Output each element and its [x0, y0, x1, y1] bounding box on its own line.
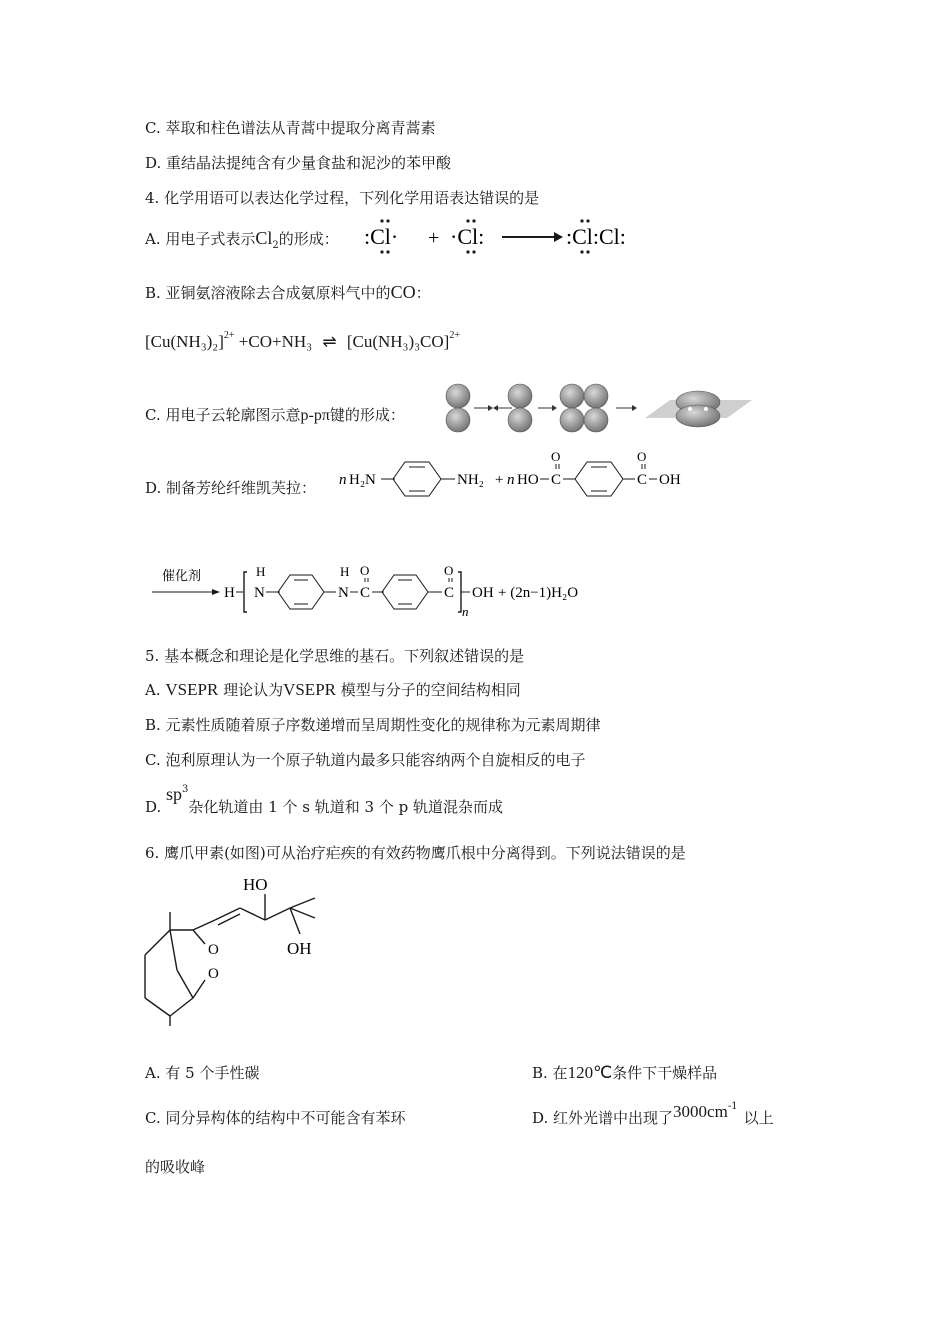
svg-text:n: n [507, 472, 515, 488]
q4-b-text: B. 亚铜氨溶液除去合成氨原料气中的 [145, 284, 391, 302]
q5-option-c: C. 泡利原理认为一个原子轨道内最多只能容纳两个自旋相反的电子 [145, 751, 586, 769]
q4-d-product [148, 560, 608, 618]
q4-b-formula: CO [390, 282, 416, 302]
svg-text:HO: HO [517, 472, 539, 488]
q6-structure-diagram [135, 868, 335, 1033]
q6-b-formula: 120℃ [567, 1063, 613, 1082]
svg-text:N: N [254, 585, 265, 601]
q4-b-equation [145, 332, 460, 352]
q6-label-o2: O [208, 966, 219, 982]
q4-option-d: D. 制备芳纶纤维凯芙拉： [145, 479, 317, 497]
q6-label-oh: OH [287, 939, 312, 958]
q4-a-eq-left2: ·Cl: [450, 224, 485, 249]
q6-b-suffix: 条件下干燥样品 [612, 1064, 718, 1082]
p-orbital-1 [446, 384, 470, 432]
q6-stem: 6. 鹰爪甲素(如图)可从治疗疟疾的有效药物鹰爪根中分离得到。下列说法错误的是 [145, 844, 686, 862]
q6-option-d [532, 1101, 774, 1131]
q4-c-formula: p-pπ [300, 407, 330, 424]
q4-d-n1: n [339, 472, 347, 488]
q4-b-eq-mid: +CO+NH₃ [238, 332, 313, 351]
q6-d-formula-sup: -1 [727, 1101, 738, 1112]
svg-text:H: H [340, 564, 350, 579]
svg-text:C: C [360, 585, 371, 601]
q4-d-catalyst: 催化剂 [162, 568, 202, 583]
q4-option-a [145, 228, 339, 252]
svg-text:N: N [338, 585, 349, 601]
q5-a-term1: VSEPR [165, 680, 219, 699]
q6-option-d-continued: 的吸收峰 [145, 1158, 206, 1176]
q5-stem: 5. 基本概念和理论是化学思维的基石。下列叙述错误的是 [145, 647, 525, 665]
q3-option-d: D. 重结晶法提纯含有少量食盐和泥沙的苯甲酸 [145, 154, 452, 172]
q4-a-eq-plus: + [428, 227, 440, 249]
q6-d-suffix: 以上 [743, 1109, 774, 1127]
pi-bond-cloud [645, 391, 752, 427]
q6-label-o1: O [208, 942, 219, 958]
q5-d-prefix: D. [145, 798, 167, 816]
q4-a-suffix: 的形成： [278, 230, 339, 248]
svg-text:O: O [444, 563, 454, 578]
q4-a-electron-dot-equation [360, 212, 626, 258]
q4-a-formula: Cl [255, 228, 273, 248]
q4-d-h2n: H₂N [349, 472, 376, 488]
q6-d-formula: 3000cm [673, 1102, 728, 1121]
q4-b-eq-right: [Cu(NH₃)₃CO] [346, 332, 450, 351]
q4-d-reactants [335, 446, 695, 506]
q4-a-arrowhead [554, 232, 563, 242]
svg-text:H: H [256, 564, 266, 579]
svg-text:O: O [360, 563, 370, 578]
p-orbitals-overlap [560, 384, 608, 432]
q6-option-a: A. 有 5 个手性碳 [145, 1064, 260, 1082]
q4-b-eq-left-charge: 2+ [223, 330, 235, 341]
q4-a-prefix: A. 用电子式表示 [145, 230, 256, 248]
q5-option-d [145, 784, 503, 820]
q4-b-eq-right-charge: 2+ [449, 330, 460, 341]
svg-text:OH: OH [659, 472, 681, 488]
q4-b-eq-left: [Cu(NH₃)₂] [145, 332, 224, 351]
svg-text:H: H [224, 585, 235, 601]
q5-a-term2: VSEPR [283, 680, 336, 699]
q4-c-orbital-diagram [440, 382, 760, 434]
svg-text:C: C [637, 472, 648, 488]
q5-d-suffix: 杂化轨道由 1 个 s 轨道和 3 个 p 轨道混杂而成 [188, 798, 503, 816]
q6-label-ho: HO [243, 875, 268, 894]
q6-b-prefix: B. 在 [532, 1064, 568, 1082]
svg-text:OH: OH [472, 585, 494, 601]
q4-c-suffix: 键的形成： [329, 406, 405, 424]
q5-option-a [145, 680, 521, 700]
q4-option-c [145, 405, 405, 426]
svg-text:O: O [637, 449, 647, 464]
q4-stem: 4. 化学用语可以表达化学过程，下列化学用语表达错误的是 [145, 189, 540, 207]
q5-a-prefix: A. [145, 681, 166, 699]
q4-b-eq-arrow: ⇌ [322, 332, 337, 351]
svg-text:n: n [462, 604, 469, 619]
q5-d-formula: sp [166, 784, 183, 804]
q6-option-b [532, 1063, 717, 1083]
skeleton-bonds [145, 894, 315, 1026]
q5-a-mid: 理论认为 [218, 681, 284, 699]
q4-c-prefix: C. 用电子云轮廓图示意 [145, 406, 301, 424]
q6-option-c: C. 同分异构体的结构中不可能含有苯环 [145, 1109, 406, 1127]
q4-a-eq-left1: :Cl· [364, 224, 399, 249]
q4-a-eq-right: :Cl:Cl: [566, 224, 626, 249]
q4-d-plus: + [495, 472, 504, 488]
q6-d-prefix: D. 红外光谱中出现了 [532, 1109, 674, 1127]
q4-a-formula-sub: 2 [272, 240, 279, 251]
q5-d-formula-sup: 3 [182, 784, 189, 795]
q3-option-c: C. 萃取和柱色谱法从青蒿中提取分离青蒿素 [145, 119, 436, 137]
q4-b-colon: ： [415, 284, 431, 302]
q4-d-nh2: NH₂ [457, 472, 484, 488]
q4-option-b [145, 282, 431, 303]
svg-text:O: O [551, 449, 561, 464]
q5-option-b: B. 元素性质随着原子序数递增而呈周期性变化的规律称为元素周期律 [145, 716, 601, 734]
q5-a-suffix: 模型与分子的空间结构相同 [336, 681, 521, 699]
svg-text:C: C [551, 472, 562, 488]
svg-text:C: C [444, 585, 455, 601]
q4-d-byproduct: + (2n−1)H₂O [498, 585, 579, 601]
